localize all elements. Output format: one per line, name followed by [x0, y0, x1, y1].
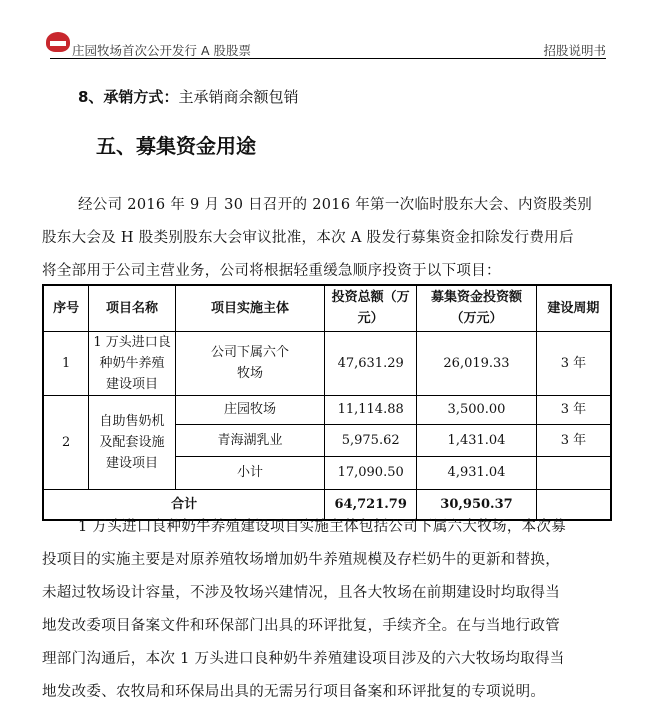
para2-line: 地发改委、农牧局和环保局出具的无需另行项目备案和环评批复的专项说明。: [42, 684, 546, 700]
cell-total: 17,090.50: [325, 456, 417, 489]
cell-total: 5,975.62: [325, 424, 417, 456]
para2-line: 理部门沟通后，本次 1 万头进口良种奶牛养殖建设项目涉及的六大牧场均取得当: [42, 651, 565, 667]
underwriting-method: [78, 86, 298, 107]
cell-raised: 3,500.00: [417, 395, 537, 424]
header-cell: 项目名称: [89, 285, 176, 331]
cell-no: 1: [43, 331, 89, 395]
cell-total: 11,114.88: [325, 395, 417, 424]
header-cell: 投资总额（万元）: [325, 285, 417, 331]
cell-raised: 1,431.04: [417, 424, 537, 456]
header-doc-type: 招股说明书: [543, 43, 606, 58]
header-title: 庄园牧场首次公开发行 A 股股票: [72, 43, 251, 58]
table-row: [43, 331, 611, 395]
table-row: [43, 395, 611, 424]
cell-name: 自助售奶机及配套设施建设项目: [89, 395, 176, 489]
item-label: 8、承销方式：: [78, 88, 179, 106]
cell-period: 3 年: [536, 424, 611, 456]
para1-line: 将全部用于公司主营业务，公司将根据轻重缓急顺序投资于以下项目：: [42, 263, 501, 279]
cell-raised: 26,019.33: [417, 331, 537, 395]
para1-line: 经公司 2016 年 9 月 30 日召开的 2016 年第一次临时股东大会、内资股类别: [78, 197, 593, 213]
cell-entity: 公司下属六个牧场: [175, 331, 324, 395]
cell-entity: 庄园牧场: [175, 395, 324, 424]
section-title: 五、募集资金用途: [96, 134, 256, 158]
header-cell: 项目实施主体: [175, 285, 324, 331]
sum-label: 合计: [43, 489, 325, 520]
sum-raised: 30,950.37: [417, 489, 537, 520]
header-cell: 募集资金投资额（万元）: [417, 285, 537, 331]
fund-use-table: [42, 284, 612, 521]
cell-period: 3 年: [536, 395, 611, 424]
sum-total: 64,721.79: [325, 489, 417, 520]
cell-no: 2: [43, 395, 89, 489]
para2-line: 1 万头进口良种奶牛养殖建设项目实施主体包括公司下属六大牧场，本次募: [78, 519, 567, 535]
para2-line: 投项目的实施主要是对原养殖牧场增加奶牛养殖规模及存栏奶牛的更新和替换，: [42, 552, 560, 568]
table-header-row: [43, 285, 611, 331]
header-cell: 序号: [43, 285, 89, 331]
cell-period: 3 年: [536, 331, 611, 395]
cell-entity: 小计: [175, 456, 324, 489]
para1-line: 股东大会及 H 股类别股东大会审议批准，本次 A 股发行募集资金扣除发行费用后: [42, 230, 574, 246]
page-header: [50, 36, 606, 59]
company-logo-icon: [46, 32, 70, 52]
item-value: 主承销商余额包销: [178, 88, 299, 106]
cell-entity: 青海湖乳业: [175, 424, 324, 456]
cell-name: 1 万头进口良种奶牛养殖建设项目: [89, 331, 176, 395]
cell-total: 47,631.29: [325, 331, 417, 395]
cell-raised: 4,931.04: [417, 456, 537, 489]
header-cell: 建设周期: [536, 285, 611, 331]
cell-period: [536, 456, 611, 489]
para2-line: 地发改委项目备案文件和环保部门出具的环评批复，手续齐全。在与当地行政管: [42, 618, 560, 634]
para2-line: 未超过牧场设计容量，不涉及牧场兴建情况，且各大牧场在前期建设时均取得当: [42, 585, 560, 601]
